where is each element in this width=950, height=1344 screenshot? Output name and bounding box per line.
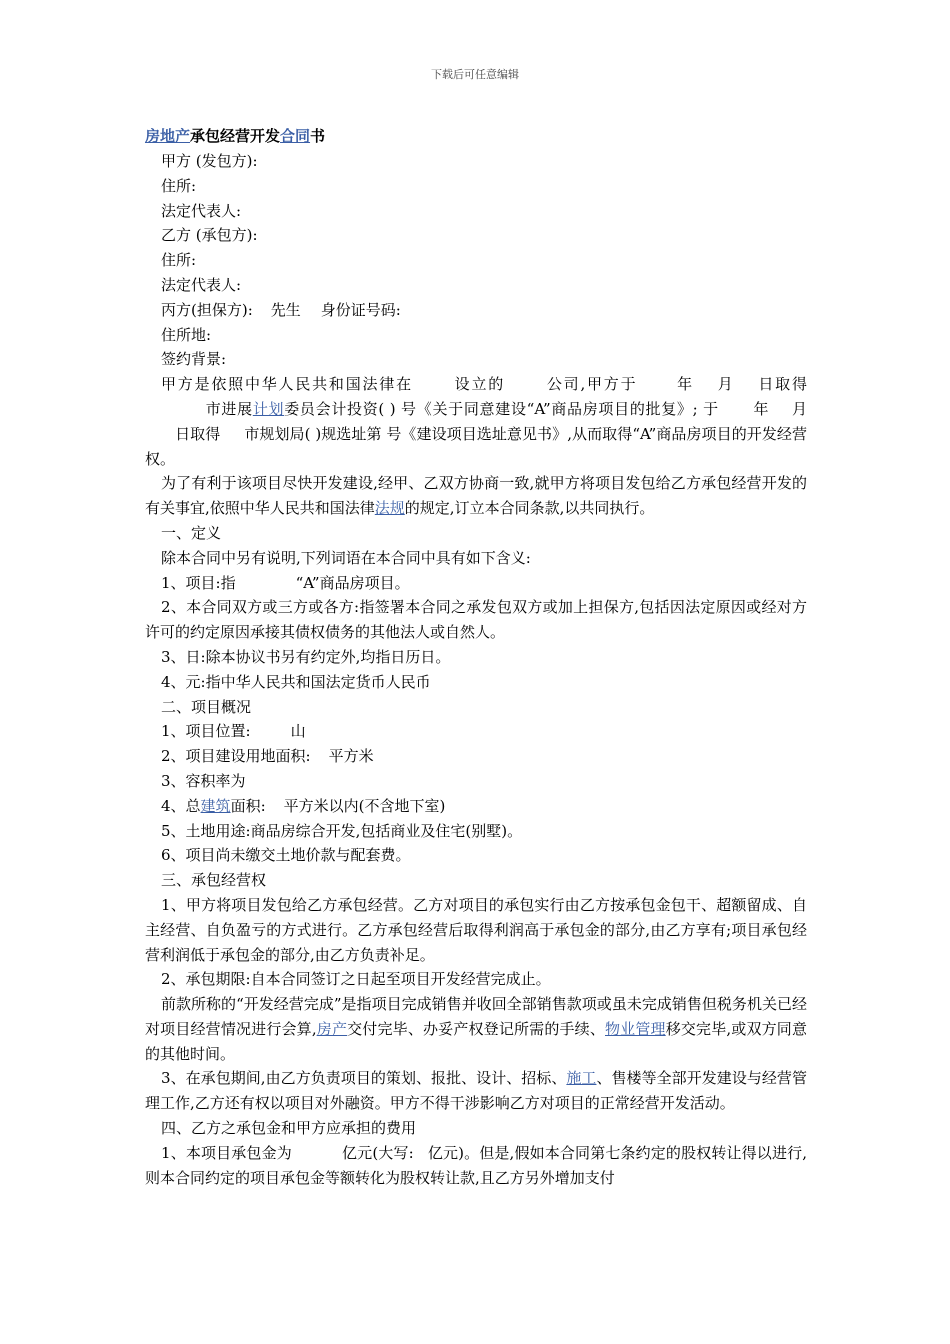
s3-completion-text-b: 交付完毕、办妥产权登记所需的手续、 <box>347 1019 605 1038</box>
s4-item-1-text-c: 亿元)。但是,假如本合同第七条约定的股权转让得以进行,则本合同约定的项目承包金等额转化为股权转让款,且乙方另外增加支付 <box>145 1143 808 1187</box>
s4-item-1-text-a: 1、本项目承包金为 <box>161 1143 292 1162</box>
section-4-heading: 四、乙方之承包金和甲方应承担的费用 <box>161 1119 417 1138</box>
section-2-item-6: 6、项目尚未缴交土地价款与配套费。 <box>161 846 411 865</box>
party-a-representative: 法定代表人: <box>161 201 242 220</box>
party-c-mr: 先生 <box>270 300 301 319</box>
section-3-item-2: 2、承包期限:自本合同签订之日起至项目开发经营完成止。 <box>161 970 551 989</box>
section-2-heading: 二、项目概况 <box>161 697 252 716</box>
s2-item-4-text-b: 面积: <box>230 796 266 815</box>
bg-text-1: 甲方是依照中华人民共和国法律在 <box>161 375 413 394</box>
purpose-text-2: 的规定,订立本合同条款,以共同执行。 <box>404 499 655 518</box>
party-b-address: 住所: <box>161 251 197 270</box>
party-b-representative: 法定代表人: <box>161 275 242 294</box>
link-plan[interactable]: 计划 <box>252 399 285 418</box>
party-b: 乙方 (承包方): <box>161 226 258 245</box>
s2-item-2-text-b: 平方米 <box>328 747 374 766</box>
bg-text-6: 日取得 <box>756 375 807 394</box>
link-regulations[interactable]: 法规 <box>374 499 405 518</box>
bg-text-7: 市进展 <box>205 399 253 418</box>
purpose-text-1: 为了有利于该项目尽快开发建设,经甲、乙双方协商一致,就甲方将项目发包给乙方承包经营开发的有关事宜,依照中华人民共和国法律 <box>145 474 807 518</box>
link-property-management[interactable]: 物业管理 <box>605 1019 666 1038</box>
section-2-item-3: 3、容积率为 <box>161 771 246 790</box>
s2-item-4-text-a: 4、总 <box>161 796 201 815</box>
party-a: 甲方 (发包方): <box>161 152 258 170</box>
bg-text-2: 设立的 <box>452 375 506 394</box>
s3-completion-text-c: 移交完毕,或双方同意的其他时间。 <box>145 1019 807 1063</box>
section-3-heading: 三、承包经营权 <box>161 871 267 890</box>
bg-text-3: 公司,甲方于 <box>545 375 638 394</box>
title-text-1: 承包经营开发 <box>190 127 281 145</box>
bg-text-8: 委员会计投资( ) 号《关于同意建设“A”商品房项目的批复》; 于 <box>284 399 719 418</box>
bg-text-4: 年 <box>675 375 694 394</box>
section-1-item-2: 2、本合同双方或三方或各方:指签署本合同之承发包双方或加上担保方,包括因法定原因或经对方许可的约定原因承接其债权债务的其他法人或自然人。 <box>145 598 807 642</box>
document-title <box>145 124 807 149</box>
section-2-item-1 <box>145 719 807 744</box>
bg-text-9: 年 <box>752 399 770 418</box>
link-construction[interactable]: 施工 <box>566 1069 597 1088</box>
bg-text-12: 市规划局( )规选址第 号《建设项目选址意见书》,从而取得“A”商品房项目的开发经营权。 <box>145 424 807 468</box>
section-1-item-3: 3、日:除本协议书另有约定外,均指日历日。 <box>161 647 451 666</box>
bg-text-10: 月 <box>791 399 807 418</box>
purpose-paragraph <box>145 471 807 521</box>
title-link-contract[interactable]: 合同 <box>280 127 311 145</box>
section-1-heading: 一、定义 <box>161 523 222 542</box>
section-3-item-3 <box>145 1066 807 1116</box>
s3-completion-text-a: 前款所称的“开发经营完成”是指项目完成销售并收回全部销售款项或虽未完成销售但税务机关已经对项目经营情况进行会算, <box>145 995 807 1038</box>
bg-text-11: 日取得 <box>175 424 221 443</box>
section-1-item-4: 4、元:指中华人民共和国法定货币人民币 <box>161 672 431 691</box>
s1-item-1-text-a: 1、项目:指 <box>161 573 236 592</box>
section-1-intro: 除本合同中另有说明,下列词语在本合同中具有如下含义: <box>161 548 531 567</box>
s2-item-4-text-c: 平方米以内(不含地下室) <box>283 796 446 815</box>
title-text-2: 书 <box>310 127 326 145</box>
section-3-item-1: 1、甲方将项目发包给乙方承包经营。乙方对项目的承包实行由乙方按承包金包干、超额留成、自主经营、自负盈亏的方式进行。乙方承包经营后取得利润高于承包金的部分,由乙方享有;项目承包经营利润低于承包金的部分,由乙方负责补足。 <box>145 895 807 964</box>
party-c-label: 丙方(担保方): <box>161 300 253 319</box>
section-3-completion-paragraph <box>145 992 807 1066</box>
background-heading: 签约背景: <box>161 350 227 369</box>
s1-item-1-text-b: “A”商品房项目。 <box>295 573 410 592</box>
s3-item-3-text-a: 3、在承包期间,由乙方负责项目的策划、报批、设计、招标、 <box>161 1069 567 1088</box>
s4-item-1-text-b: 亿元(大写: <box>341 1143 414 1162</box>
section-2-item-2 <box>145 744 807 769</box>
party-c <box>145 298 807 323</box>
s3-item-3-text-b: 、售楼等全部开发建设与经营管理工作,乙方还有权以项目对外融资。甲方不得干涉影响乙方对项目的正常经营开发活动。 <box>145 1069 807 1113</box>
party-c-address: 住所地: <box>161 325 212 344</box>
s2-item-1-text-b: 山 <box>290 722 306 741</box>
link-property[interactable]: 房产 <box>316 1019 348 1038</box>
section-2-item-4 <box>145 794 807 819</box>
section-4-item-1 <box>145 1141 807 1191</box>
party-a-address: 住所: <box>161 176 197 195</box>
page-header: 下载后可任意编辑 <box>431 68 519 81</box>
background-paragraph <box>145 372 807 471</box>
title-link-real-estate[interactable]: 房地产 <box>145 127 191 145</box>
section-1-item-1 <box>145 571 807 596</box>
contract-document <box>145 124 807 1190</box>
bg-text-5: 月 <box>715 375 735 394</box>
section-2-item-5: 5、土地用途:商品房综合开发,包括商业及住宅(别墅)。 <box>161 821 523 840</box>
s2-item-2-text-a: 2、项目建设用地面积: <box>161 747 311 766</box>
link-building[interactable]: 建筑 <box>200 796 231 815</box>
party-c-id: 身份证号码: <box>320 300 401 319</box>
s2-item-1-text-a: 1、项目位置: <box>161 722 251 741</box>
